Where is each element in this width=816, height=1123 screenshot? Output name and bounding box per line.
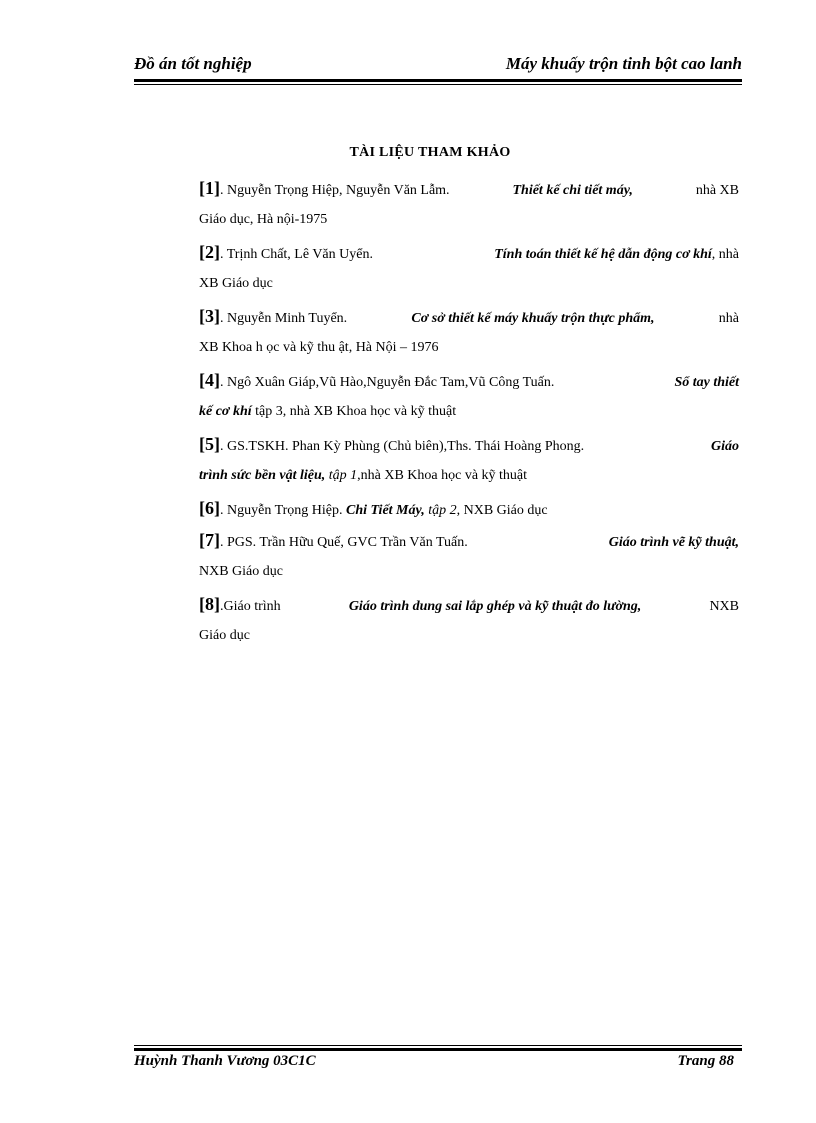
reference-line	[199, 524, 739, 556]
reference-title: Chi Tiết Máy,	[346, 503, 425, 518]
reference-text: Giáo dục, Hà nội-1975	[199, 212, 328, 227]
page-header	[134, 52, 742, 78]
reference-volume: tập 2	[424, 503, 457, 518]
reference-title: Tính toán thiết kế hệ dẫn động cơ khí	[494, 247, 712, 262]
reference-text: XB Khoa h ọc và kỹ thu ật, Hà Nội – 1976	[199, 340, 439, 355]
page-number: Trang 88	[677, 1053, 734, 1069]
reference-title: kế cơ khí	[199, 404, 252, 419]
reference-text: NXB	[709, 599, 739, 614]
reference-number: [4]	[199, 370, 220, 390]
reference-text: . Ngô Xuân Giáp,Vũ Hào,Nguyễn Đắc Tam,Vũ Công Tuấn.	[220, 375, 555, 390]
reference-line	[199, 460, 739, 492]
reference-number: [7]	[199, 530, 220, 550]
reference-list	[199, 172, 739, 652]
reference-line	[199, 172, 739, 204]
reference-number: [3]	[199, 306, 220, 326]
reference-text: . Nguyễn Trọng Hiệp.	[220, 503, 347, 518]
reference-number: [1]	[199, 178, 220, 198]
footer-author: Huỳnh Thanh Vương 03C1C	[134, 1053, 316, 1069]
reference-text: Giáo dục	[199, 628, 250, 643]
reference-text: , NXB Giáo dục	[456, 503, 548, 518]
reference-text: , nhà	[711, 247, 739, 262]
reference-line	[199, 492, 739, 524]
reference-item	[199, 300, 739, 364]
reference-text: tập 3, nhà XB Khoa học và kỹ thuật	[251, 404, 457, 419]
reference-number: [2]	[199, 242, 220, 262]
reference-title: Sổ tay thiết	[674, 375, 739, 390]
reference-line	[199, 396, 739, 428]
reference-text: nhà	[718, 311, 739, 326]
reference-text: . PGS. Trần Hữu Quế, GVC Trần Văn Tuấn.	[220, 535, 468, 550]
reference-number: [6]	[199, 498, 220, 518]
reference-item	[199, 428, 739, 492]
reference-title: Giáo trình vẽ kỹ thuật,	[608, 535, 739, 550]
reference-text: ,nhà XB Khoa học và kỹ thuật	[357, 468, 528, 483]
reference-text: .Giáo trình	[220, 599, 281, 614]
reference-volume: tập 1	[325, 468, 358, 483]
page-footer	[134, 1053, 742, 1077]
reference-item	[199, 524, 739, 588]
reference-item	[199, 588, 739, 652]
reference-number: [5]	[199, 434, 220, 454]
reference-text: . Nguyễn Minh Tuyển.	[220, 311, 348, 326]
page-title: TÀI LIỆU THAM KHẢO	[349, 145, 511, 160]
reference-text: nhà XB	[695, 183, 739, 198]
reference-title: trình sức bền vật liệu,	[199, 468, 326, 483]
header-rule-thin	[134, 84, 742, 85]
reference-text: . GS.TSKH. Phan Kỳ Phùng (Chủ biên),Ths. Thái Hoàng Phong.	[220, 439, 585, 454]
footer-rule-thin	[134, 1045, 742, 1046]
footer-rule-thick	[134, 1048, 742, 1051]
reference-title: Cơ sở thiết kế máy khuấy trộn thực phẩm,	[411, 311, 655, 326]
reference-item	[199, 236, 739, 300]
reference-line	[199, 300, 739, 332]
reference-text: XB Giáo dục	[199, 276, 273, 291]
reference-text: NXB Giáo dục	[199, 564, 283, 579]
reference-line	[199, 428, 739, 460]
reference-title: Thiết kế chi tiết máy,	[512, 183, 633, 198]
reference-title: Giáo	[711, 439, 739, 454]
header-left-text: Đồ án tốt nghiệp	[134, 54, 252, 73]
reference-line	[199, 236, 739, 268]
reference-item	[199, 172, 739, 236]
reference-item	[199, 492, 739, 524]
header-right-text: Máy khuấy trộn tinh bột cao lanh	[505, 54, 742, 73]
reference-title: Giáo trình dung sai lắp ghép và kỹ thuật đo lường,	[348, 599, 642, 614]
reference-line	[199, 364, 739, 396]
reference-item	[199, 364, 739, 428]
header-rule-thick	[134, 79, 742, 82]
reference-text: . Trịnh Chất, Lê Văn Uyển.	[220, 247, 373, 262]
reference-number: [8]	[199, 594, 220, 614]
reference-line	[199, 588, 739, 620]
reference-text: . Nguyễn Trọng Hiệp, Nguyễn Văn Lẫm.	[220, 183, 450, 198]
